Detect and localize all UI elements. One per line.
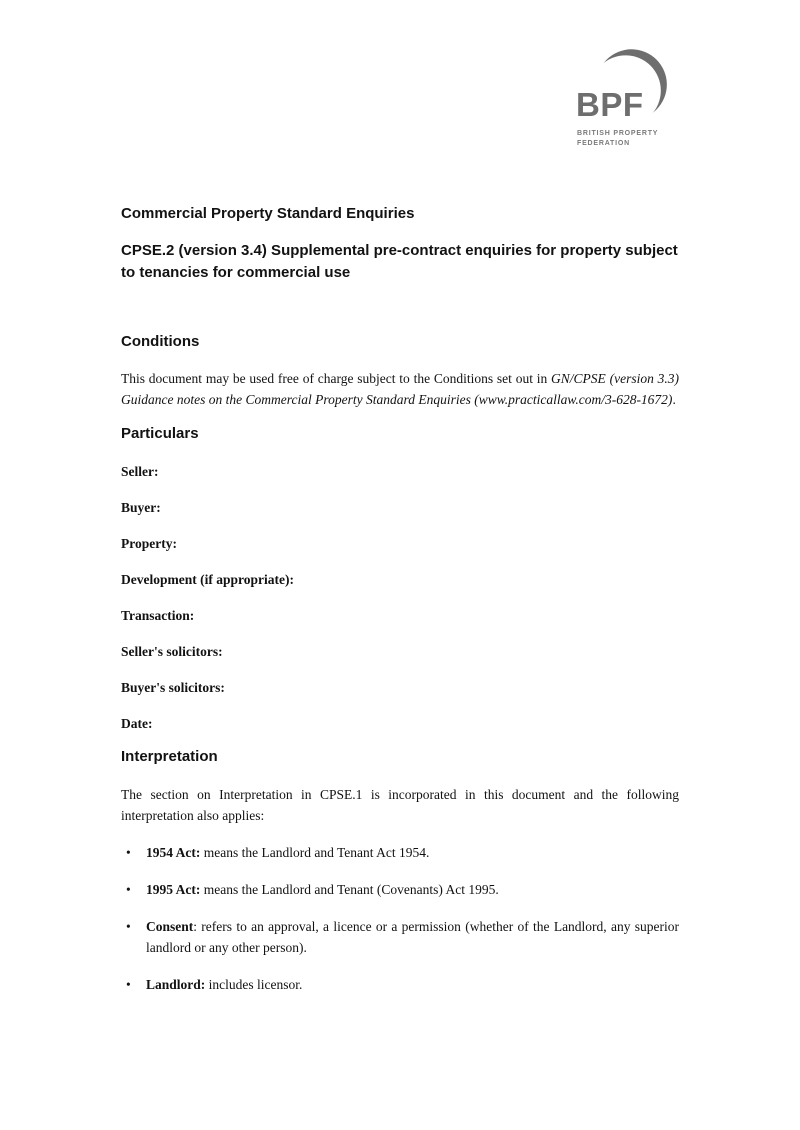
field-label-transaction: Transaction: xyxy=(121,608,195,623)
field-label-date: Date: xyxy=(121,716,153,731)
bullet-text xyxy=(146,842,679,863)
field-label-development: Development (if appropriate): xyxy=(121,572,294,587)
particulars-heading: Particulars xyxy=(121,425,199,442)
bullet-term: 1954 Act: xyxy=(146,845,201,860)
bullet-definition: includes licensor. xyxy=(205,977,303,992)
bullet-term: 1995 Act: xyxy=(146,882,201,897)
field-label-buyers-solicitors: Buyer's solicitors: xyxy=(121,680,225,695)
conditions-text-suffix: . xyxy=(672,392,676,407)
conditions-paragraph xyxy=(121,368,679,410)
bullet-item-consent xyxy=(121,916,679,958)
field-label-property: Property: xyxy=(121,536,177,551)
bullet-item-1995-act xyxy=(121,879,679,900)
field-label-sellers-solicitors: Seller's solicitors: xyxy=(121,644,223,659)
bullet-text xyxy=(146,879,679,900)
bullet-text xyxy=(146,916,679,958)
bullet-definition: means the Landlord and Tenant (Covenants) Act 1995. xyxy=(200,882,499,897)
bpf-org-name-line1: BRITISH PROPERTY xyxy=(577,130,659,137)
bullet-term: Landlord: xyxy=(146,977,206,992)
conditions-text-normal: This document may be used free of charge subject to the Conditions set out in xyxy=(121,371,552,386)
bpf-acronym: BPF xyxy=(576,86,644,123)
interpretation-intro: The section on Interpretation in CPSE.1 is incorporated in this document and the following interpretation also applies: xyxy=(121,787,679,823)
bullet-item-1954-act xyxy=(121,842,679,863)
bullet-item-landlord xyxy=(121,974,679,995)
bpf-org-name xyxy=(577,129,658,149)
conditions-text-italic: GN/CPSE (version 3.3) Guidance notes on the Commercial Property Standard Enquiries (www.practicallaw.com/3-628-1672) xyxy=(121,371,679,407)
conditions-heading: Conditions xyxy=(121,333,200,350)
document-subtitle: CPSE.2 (version 3.4) Supplemental pre-contract enquiries for property subject to tenancies for commercial use xyxy=(121,242,678,281)
bullet-icon: • xyxy=(126,882,131,897)
bullet-term: Consent xyxy=(146,919,194,934)
document-title: Commercial Property Standard Enquiries xyxy=(121,205,415,222)
bullet-text xyxy=(146,974,679,995)
bpf-logo xyxy=(576,45,680,157)
field-label-buyer: Buyer: xyxy=(121,500,161,515)
bullet-definition: means the Landlord and Tenant Act 1954. xyxy=(200,845,430,860)
bullet-icon: • xyxy=(126,977,131,992)
bpf-org-name-line2: FEDERATION xyxy=(577,140,630,147)
bullet-definition: : refers to an approval, a licence or a permission (whether of the Landlord, any superior landlord or any other person). xyxy=(146,919,679,955)
bullet-icon: • xyxy=(126,919,131,934)
interpretation-heading: Interpretation xyxy=(121,748,218,765)
bullet-icon: • xyxy=(126,845,131,860)
field-label-seller: Seller: xyxy=(121,464,159,479)
